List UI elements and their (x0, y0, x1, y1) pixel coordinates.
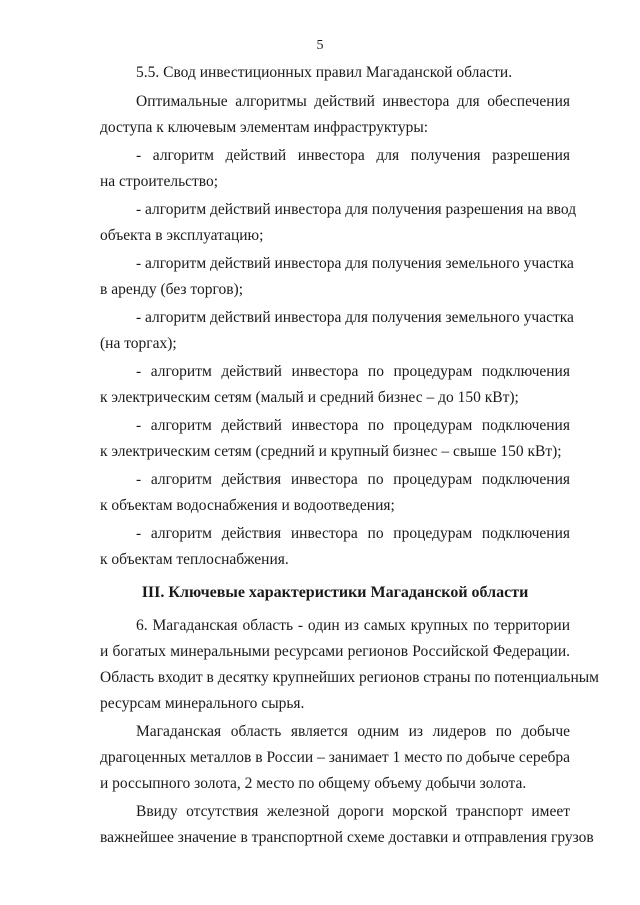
paragraph-line: 6. Магаданская область - один из самых крупных по территории (136, 617, 570, 634)
paragraph-line: Ввиду отсутствия железной дороги морской транспорт имеет (136, 803, 570, 820)
list-item-line: на строительство; (100, 173, 219, 190)
list-item-line: - алгоритм действий инвестора для получения разрешения на ввод (136, 201, 577, 218)
paragraph-line: драгоценных металлов в России – занимает 1 место по добыче серебра (100, 749, 570, 766)
list-item-line: - алгоритм действия инвестора по процедурам подключения (136, 471, 570, 488)
paragraph-line: и россыпного золота, 2 место по общему объему добычи золота. (100, 775, 527, 792)
page-number: 5 (316, 38, 324, 53)
list-item-line: - алгоритм действий инвестора для получения земельного участка (136, 309, 574, 326)
list-item-line: к электрическим сетям (малый и средний бизнес – до 150 кВт); (100, 389, 519, 406)
list-item-line: в аренду (без торгов); (100, 281, 243, 298)
section-heading-iii: III. Ключевые характеристики Магаданской области (141, 584, 529, 601)
paragraph-line: доступа к ключевым элементам инфраструктуры: (100, 119, 429, 136)
list-item-line: к объектам водоснабжения и водоотведения; (100, 497, 395, 514)
paragraph-line: Область входит в десятку крупнейших регионов страны по потенциальным (100, 669, 599, 686)
list-item-line: к объектам теплоснабжения. (100, 551, 289, 568)
paragraph-line: и богатых минеральными ресурсами регионов Российской Федерации. (100, 643, 570, 660)
list-item-line: - алгоритм действия инвестора по процедурам подключения (136, 525, 570, 542)
list-item-line: к электрическим сетям (средний и крупный бизнес – свыше 150 кВт); (100, 443, 562, 460)
paragraph-line: ресурсам минерального сырья. (100, 695, 305, 712)
clause-heading-5-5: 5.5. Свод инвестиционных правил Магаданской области. (136, 64, 513, 81)
list-item-line: (на торгах); (100, 335, 177, 352)
paragraph-line: важнейшее значение в транспортной схеме доставки и отправления грузов (100, 829, 594, 846)
list-item-line: - алгоритм действий инвестора для получения земельного участка (136, 255, 574, 272)
paragraph-line: Оптимальные алгоритмы действий инвестора для обеспечения (136, 93, 570, 110)
list-item-line: - алгоритм действий инвестора по процедурам подключения (136, 363, 570, 380)
list-item-line: - алгоритм действий инвестора для получения разрешения (136, 147, 570, 164)
paragraph-line: Магаданская область является одним из лидеров по добыче (136, 723, 570, 740)
list-item-line: объекта в эксплуатацию; (100, 227, 264, 244)
list-item-line: - алгоритм действий инвестора по процедурам подключения (136, 417, 570, 434)
